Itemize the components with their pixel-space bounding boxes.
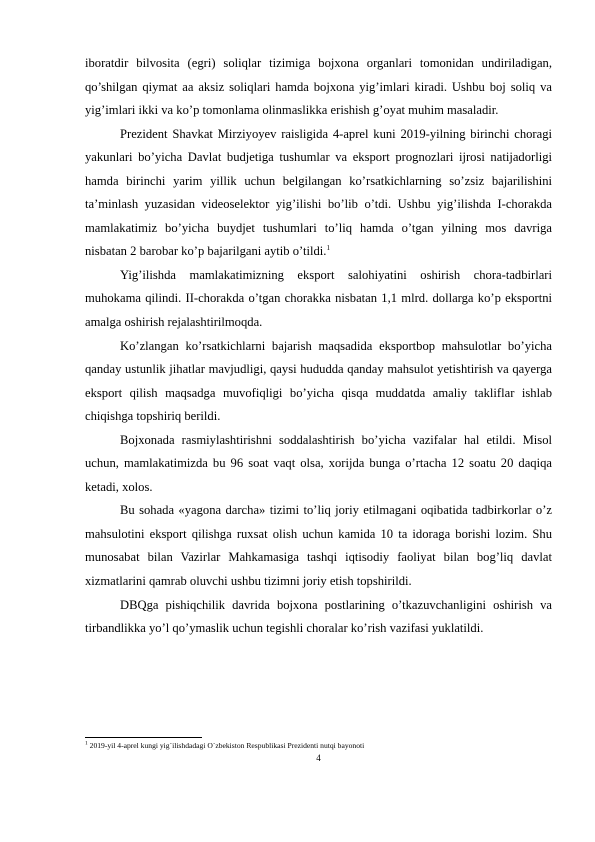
paragraph-2 — [85, 123, 552, 264]
paragraph-2-text: Prezident Shavkat Mirziyoyev raisligida 4-aprel kuni 2019-yilning birinchi choragi yakunlari bo’yicha Davlat budjetiga tushumlar va eksport prognozlari ijrosi natijadorligi hamda birinchi yarim yillik uchun belgilangan ko’rsatkichlarning so’zsiz bajarilishini ta’minlash yuzasidan videoselektor yig’ilishi bo’lib o’tdi. Ushbu yig’ilishda I-chorakda mamlakatimiz bo’yicha buydjet tushumlari to’liq hamda o’tgan yilning mos davriga nisbatan 2 barobar ko’p bajarilgani aytib o’tildi. — [85, 126, 552, 259]
paragraph-7: DBQga pishiqchilik davrida bojxona postlarining o’tkazuvchanligini oshirish va tirbandlikka yo’l qo’ymaslik uchun tegishli choralar ko’rish vazifasi yuklatildi. — [85, 597, 552, 636]
footnote — [85, 741, 552, 751]
page-number: 4 — [316, 753, 321, 763]
paragraph-5: Bojxonada rasmiylashtirishni soddalashtirish bo’yicha vazifalar hal etildi. Misol uchun, mamlakatimizda bu 96 soat vaqt olsa, xorijda bunga o’rtacha 12 soatu 20 daqiqa ketadi, xolos. — [85, 432, 552, 494]
paragraph-6: Bu sohada «yagona darcha» tizimi to’liq joriy etilmagani oqibatida tadbirkorlar o’z mahsulotini eksport qilishga ruxsat olish uchun kamida 10 ta idoraga borishi lozim. Shu munosabat bilan Vazirlar Mahkamasiga tashqi iqtisodiy faoliyat bilan bog’liq davlat xizmatlarini qamrab oluvchi ushbu tizimni joriy etish topshirildi. — [85, 503, 552, 589]
footnote-marker: 1 — [85, 740, 88, 747]
footnote-reference[interactable]: 1 — [326, 244, 330, 253]
paragraph-4: Ko’zlangan ko’rsatkichlarni bajarish maqsadida eksportbop mahsulotlar bo’yicha qanday ustunlik jihatlar mavjudligi, qaysi hududda qanday mahsulot yetishtirish va qayerga eksport qilish maqsadga muvofiqligi bo’yicha qisqa muddatda amaliy takliflar ishlab chiqishga topshiriq berildi. — [85, 338, 552, 424]
footnote-separator — [85, 737, 202, 738]
body-text — [85, 52, 552, 641]
footnote-text: 2019-yil 4-aprel kungi yig`ilishdadagi O`zbekiston Respublikasi Prezidenti nutqi bayonoti — [87, 741, 365, 750]
paragraph-1: iboratdir bilvosita (egri) soliqlar tizimiga bojxona organlari tomonidan undiriladigan, qo’shilgan qiymat aa aksiz soliqlari hamda bojxona yig’imlari kiradi. Ushbu boj soliq va yig’imlari ikki va ko’p tomonlama olinmaslikka erishish g’oyat muhim masaladir. — [85, 56, 552, 118]
paragraph-3: Yig’ilishda mamlakatimizning eksport salohiyatini oshirish chora-tadbirlari muhokama qilindi. II-chorakda o’tgan chorakka nisbatan 1,1 mlrd. dollarga ko’p eksportni amalga oshirish rejalashtirilmoqda. — [85, 267, 552, 330]
